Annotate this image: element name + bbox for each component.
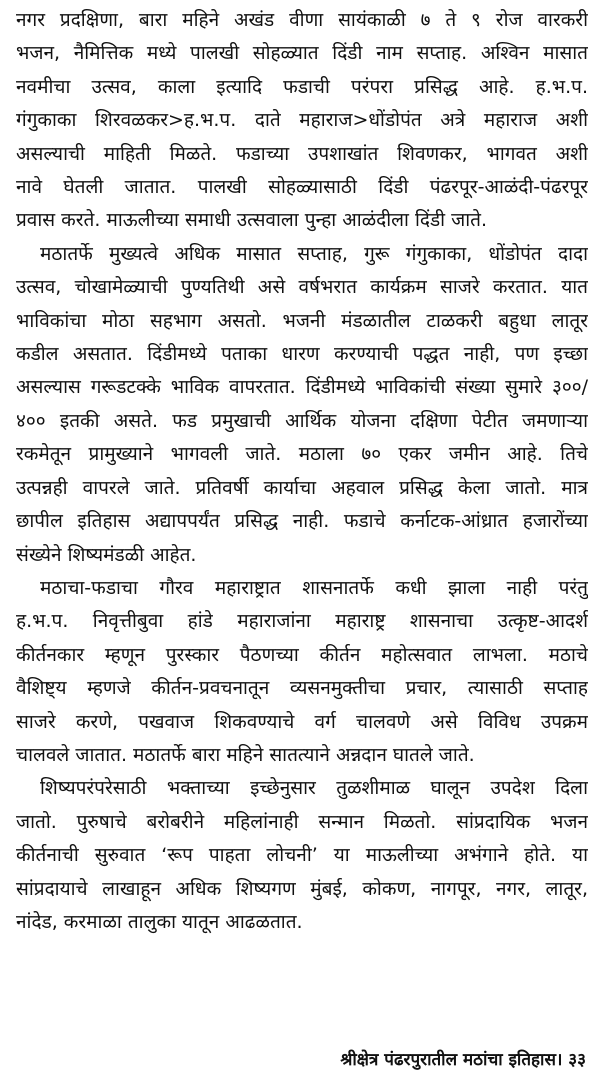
- text-line: ४०० इतकी असते. फड प्रमुखाची आर्थिक योजना दक्षिणा पेटीत जमणाऱ्या: [16, 409, 588, 432]
- text-line: गंगुकाका शिरवळकर>ह.भ.प. दाते महाराज>धोंडोपंत अत्रे महाराज अशी: [16, 109, 588, 132]
- text-line: वैशिष्ट्य म्हणजे कीर्तन-प्रवचनातून व्यसनमुक्तीचा प्रचार, त्यासाठी सप्ताह: [16, 677, 588, 700]
- text-line: शिष्यपरंपरेसाठी भक्ताच्या इच्छेनुसार तुळशीमाळ घालून उपदेश दिला: [40, 777, 588, 800]
- paragraph: [16, 238, 588, 572]
- text-line: असल्यास गरूडटक्के भाविक वापरतात. दिंडीमध्ये भाविकांची संख्या सुमारे ३००/: [16, 376, 588, 399]
- text-line: जातो. पुरुषाचे बरोबरीने महिलांनाही सन्मान मिळतो. सांप्रदायिक भजन: [16, 810, 588, 833]
- text-line: भजन, नैमित्तिक मध्ये पालखी सोहळ्यात दिंडी नाम सप्ताह. अश्विन मासात: [16, 42, 588, 65]
- page-body: [16, 4, 588, 939]
- paragraph: [16, 4, 588, 238]
- paragraph: [16, 772, 588, 939]
- text-line: मठातर्फे मुख्यत्वे अधिक मासात सप्ताह, गुरू गंगुकाका, धोंडोपंत दादा: [40, 242, 588, 265]
- page-footer: श्रीक्षेत्र पंढरपुरातील मठांचा इतिहास। ३३: [340, 1050, 586, 1070]
- text-line: नवमीचा उत्सव, काला इत्यादि फडाची परंपरा प्रसिद्ध आहे. ह.भ.प.: [16, 75, 588, 98]
- text-line: चालवले जातात. मठातर्फे बारा महिने सातत्याने अन्नदान घातले जाते.: [16, 743, 475, 766]
- text-line: असल्याची माहिती मिळते. फडाच्या उपशाखांत शिवणकर, भागवत अशी: [16, 142, 588, 165]
- text-line: ह.भ.प. निवृत्तीबुवा हांडे महाराजांना महाराष्ट्र शासनाचा उत्कृष्ट-आदर्श: [16, 610, 588, 633]
- text-line: कडील असतात. दिंडीमध्ये पताका धारण करण्याची पद्धत नाही, पण इच्छा: [16, 343, 588, 366]
- text-line: नांदेड, करमाळा तालुका यातून आढळतात.: [16, 910, 303, 933]
- text-line: उत्सव, चोखामेळ्याची पुण्यतिथी असे वर्षभरात कार्यक्रम साजरे करतात. यात: [16, 276, 588, 299]
- text-line: भाविकांचा मोठा सहभाग असतो. भजनी मंडळातील टाळकरी बहुधा लातूर: [16, 309, 588, 332]
- text-line: साजरे करणे, पखवाज शिकवण्याचे वर्ग चालवणे असे विविध उपक्रम: [16, 710, 588, 733]
- text-line: नावे घेतली जातात. पालखी सोहळ्यासाठी दिंडी पंढरपूर-आळंदी-पंढरपूर: [16, 176, 588, 199]
- text-line: छापील इतिहास अद्यापपर्यंत प्रसिद्ध नाही. फडाचे कर्नाटक-आंध्रात हजारोंच्या: [16, 510, 588, 533]
- text-line: संख्येने शिष्यमंडळी आहेत.: [16, 543, 197, 566]
- text-line: प्रवास करते. माऊलीच्या समाधी उत्सवाला पुन्हा आळंदीला दिंडी जाते.: [16, 209, 488, 232]
- text-line: सांप्रदायाचे लाखाहून अधिक शिष्यगण मुंबई, कोकण, नागपूर, नगर, लातूर,: [16, 877, 588, 900]
- text-line: उत्पन्नही वापरले जाते. प्रतिवर्षी कार्याचा अहवाल प्रसिद्ध केला जातो. मात्र: [16, 476, 588, 499]
- paragraph: [16, 572, 588, 772]
- text-line: कीर्तनाची सुरुवात ‘रूप पाहता लोचनी’ या माऊलीच्या अभंगाने होते. या: [16, 844, 588, 867]
- text-line: रकमेतून प्रामुख्याने भागवली जाते. मठाला ७० एकर जमीन आहे. तिचे: [16, 443, 588, 466]
- text-line: नगर प्रदक्षिणा, बारा महिने अखंड वीणा सायंकाळी ७ ते ९ रोज वारकरी: [16, 9, 588, 31]
- text-line: कीर्तनकार म्हणून पुरस्कार पैठणच्या कीर्तन महोत्सवात लाभला. मठाचे: [16, 643, 588, 666]
- text-line: मठाचा-फडाचा गौरव महाराष्ट्रात शासनातर्फे कधी झाला नाही परंतु: [40, 576, 588, 599]
